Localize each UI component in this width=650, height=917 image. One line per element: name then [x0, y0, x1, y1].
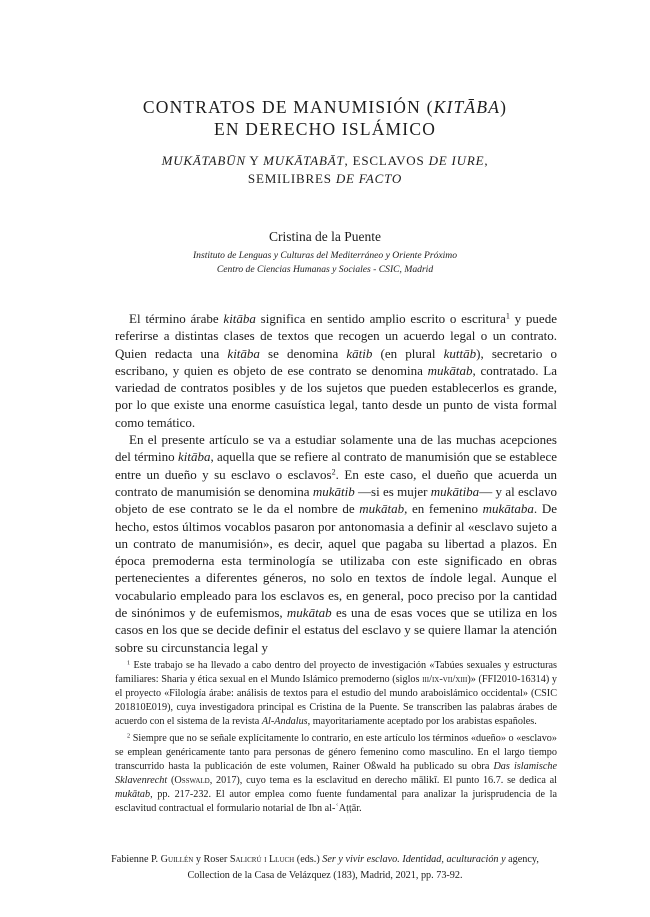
footnote-ref-1[interactable]: 1 — [505, 311, 510, 321]
body-paragraph-2: En el presente artículo se va a estudiar solamente una de las muchas acepciones del término kitāba, aquella que se refiere al contrato de manumisión que se establece entre un dueño y su esclavo o esclavos$^2$. En este caso, el dueño que acuerda un contrato de manumisión se denomina mukātib —si es mujer mukātiba— y al esclavo objeto de ese contrato se le da el nombre de mukātab, en femenino mukātaba. De hecho, estos últimos vocablos pasaron por antonomasia a definir al «esclavo sujeto a un contrato de manumisión», es decir, aquel que pagaba su libertad a plazos. En época premoderna esta terminología se utilizaba con este significado en obras pertenecientes a diferentes géneros, no solo en textos de índole legal. Aunque el vocabulario empleado para los esclavos es, en general, poco preciso por la cantidad de sinónimos y de eufemismos, mukātab es una de esas voces que se utiliza en los casos en los que se decide definir el estatus del esclavo y se quiere llamar la atención sobre su circunstancia legal y — [115, 432, 557, 655]
footnotes — [115, 659, 557, 819]
subtitle-line-1: MUKĀTABŪN Y MUKĀTABĀT, ESCLAVOS DE IURE, — [161, 153, 489, 168]
article-title — [100, 96, 550, 140]
body-text — [115, 310, 557, 656]
footnote-1: $^1$ Este trabajo se ha llevado a cabo dentro del proyecto de investigación «Tabúes sexuales y estructuras familiares: Sharia y ética sexual en el Mundo Islámico premoderno (siglos iii/ix-vii/xiii)» (FFI2010-16314) y el proyecto «Filología árabe: análisis de textos para el estudio del mundo araboislámico occidental» (CSIC 201810E019), cuya investigadora principal es Cristina de la Puente. Se transcriben las palabras árabes de acuerdo con el sistema de la revista Al-Andalus, mayoritariamente aceptado por los arabistas españoles. — [115, 659, 558, 727]
author-affiliation — [100, 249, 550, 277]
citation-line-2: Collection de la Casa de Velázquez (183), Madrid, 2021, pp. 73-92. — [187, 870, 463, 881]
subtitle-line-2: SEMILIBRES DE FACTO — [247, 171, 403, 186]
title-line-2: EN DERECHO ISLÁMICO — [213, 119, 437, 139]
title-line-1: CONTRATOS DE MANUMISIÓN (KITĀBA) — [142, 97, 508, 117]
body-paragraph-1: El término árabe kitāba significa en sentido amplio escrito o escritura$^1$ y puede referirse a distintas clases de textos que recogen un acuerdo legal o un contrato. Quien redacta una kitāba se denomina kātib (en plural kuttāb), secretario o escribano, y quien es objeto de ese contrato se denomina mukātab, contratado. La variedad de contratos posibles y de los sujetos que pueden establecerlos es grande, por lo que existe una enorme casuística legal, tanto desde un punto de vista formal como temático. — [115, 311, 557, 430]
affiliation-line-2: Centro de Ciencias Humanas y Sociales - CSIC, Madrid — [216, 264, 434, 275]
footnote-2: $^2$ Siempre que no se señale explícitamente lo contrario, en este artículo los términos «dueño» o «esclavo» se emplean genéricamente tanto para personas de género femenino como masculino. En el largo tiempo transcurrido hasta la publicación de este volumen, Rainer Oßwald ha publicado su obra Das islamische Sklavenrecht (Oßwald, 2017), cuyo tema es la esclavitud en derecho mālikī. El punto 16.7. se dedica al mukātab, pp. 217-232. El autor emplea como fuente fundamental para analizar la jurisprudencia de la esclavitud contractual el formulario notarial de Ibn al-ʿAṭṭār. — [115, 732, 557, 814]
author-name: Cristina de la Puente — [268, 229, 382, 244]
article-subtitle — [100, 152, 550, 188]
citation-line-1: Fabienne P. Guillén y Roser Salicrú i Lluch (eds.) Ser y vivir esclavo. Identidad, aculturación y agency, — [111, 854, 539, 865]
footnote-ref-2[interactable]: 2 — [331, 467, 336, 477]
citation-footer — [100, 852, 550, 884]
affiliation-line-1: Instituto de Lenguas y Culturas del Mediterráneo y Oriente Próximo — [192, 250, 458, 261]
